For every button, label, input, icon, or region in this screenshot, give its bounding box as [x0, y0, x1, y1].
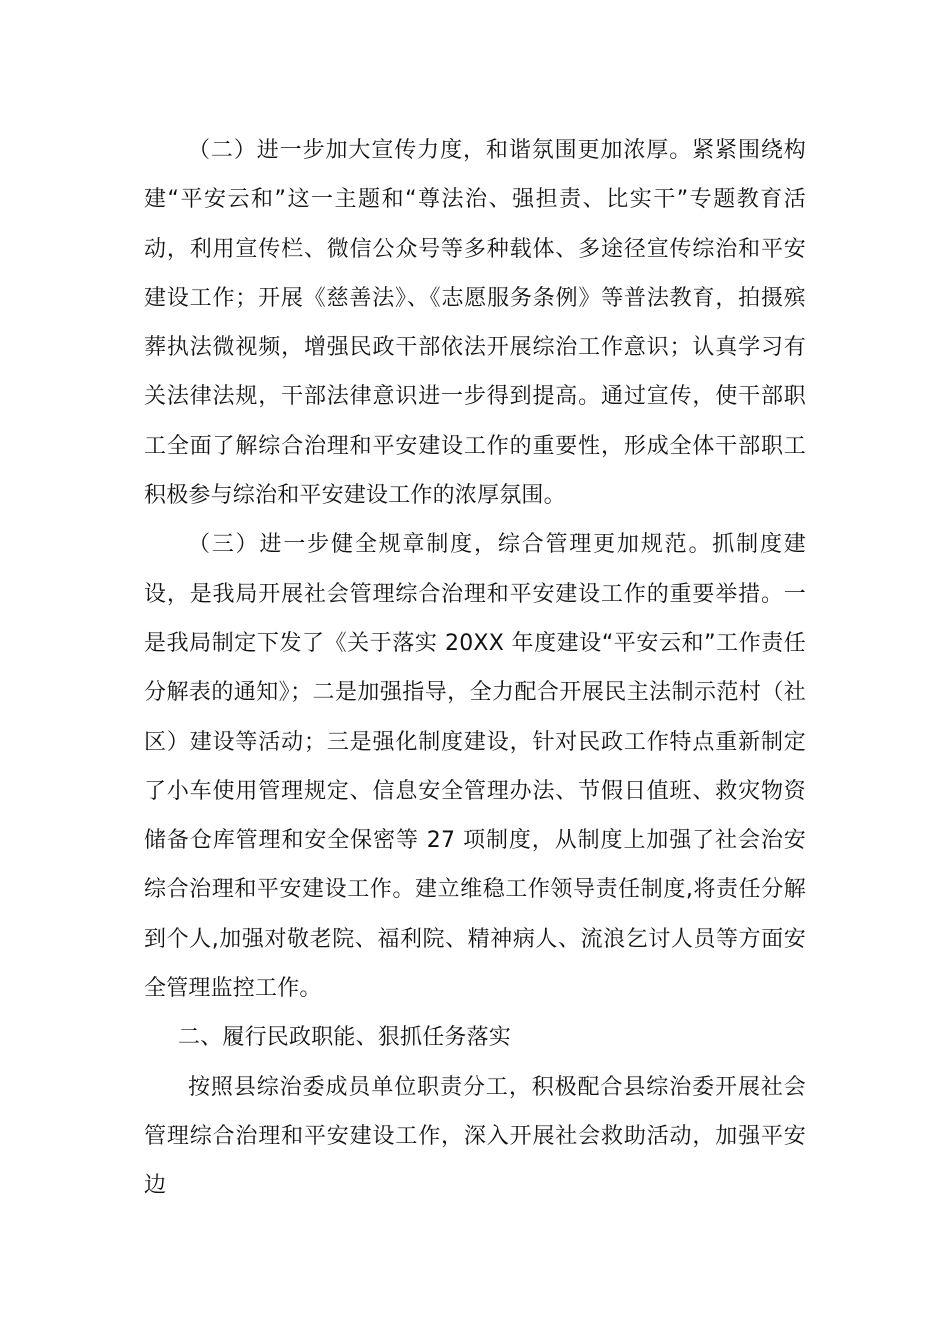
paragraph-regulations: （三）进一步健全规章制度，综合管理更加规范。抓制度建设，是我局开展社会管理综合治理和平安建设工作的重要举措。一是我局制定下发了《关于落实 20XX 年度建设“平安云和”工作责任分解表的通知》；二是加强指导，全力配合开展民主法制示范村（社区）建设等活动；三是强化制度建设，针对民政工作特点重新制定了小车使用管理规定、信息安全管理办法、节假日值班、救灾物资储备仓库管理和安全保密等 27 项制度，从制度上加强了社会治安综合治理和平安建设工作。建立维稳工作领导责任制度,将责任分解到个人,加强对敬老院、福利院、精神病人、流浪乞讨人员等方面安全管理监控工作。 [144, 532, 806, 1002]
section-heading: 二、履行民政职能、狠抓任务落实 [178, 1025, 512, 1051]
paragraph-duties: 按照县综治委成员单位职责分工，积极配合县综治委开展社会管理综合治理和平安建设工作，深入开展社会救助活动，加强平安边 [144, 1074, 806, 1199]
document-body [144, 126, 806, 1211]
paragraph-publicity: （二）进一步加大宣传力度，和谐氛围更加浓厚。紧紧围绕构建“平安云和”这一主题和“尊法治、强担责、比实干”专题教育活动，利用宣传栏、微信公众号等多种载体、多途径宣传综治和平安建设工作；开展《慈善法》、《志愿服务条例》等普法教育，拍摄殡葬执法微视频，增强民政干部依法开展综治工作意识；认真学习有关法律法规，干部法律意识进一步得到提高。通过宣传，使干部职工全面了解综合治理和平安建设工作的重要性，形成全体干部职工积极参与综治和平安建设工作的浓厚氛围。 [144, 138, 806, 509]
